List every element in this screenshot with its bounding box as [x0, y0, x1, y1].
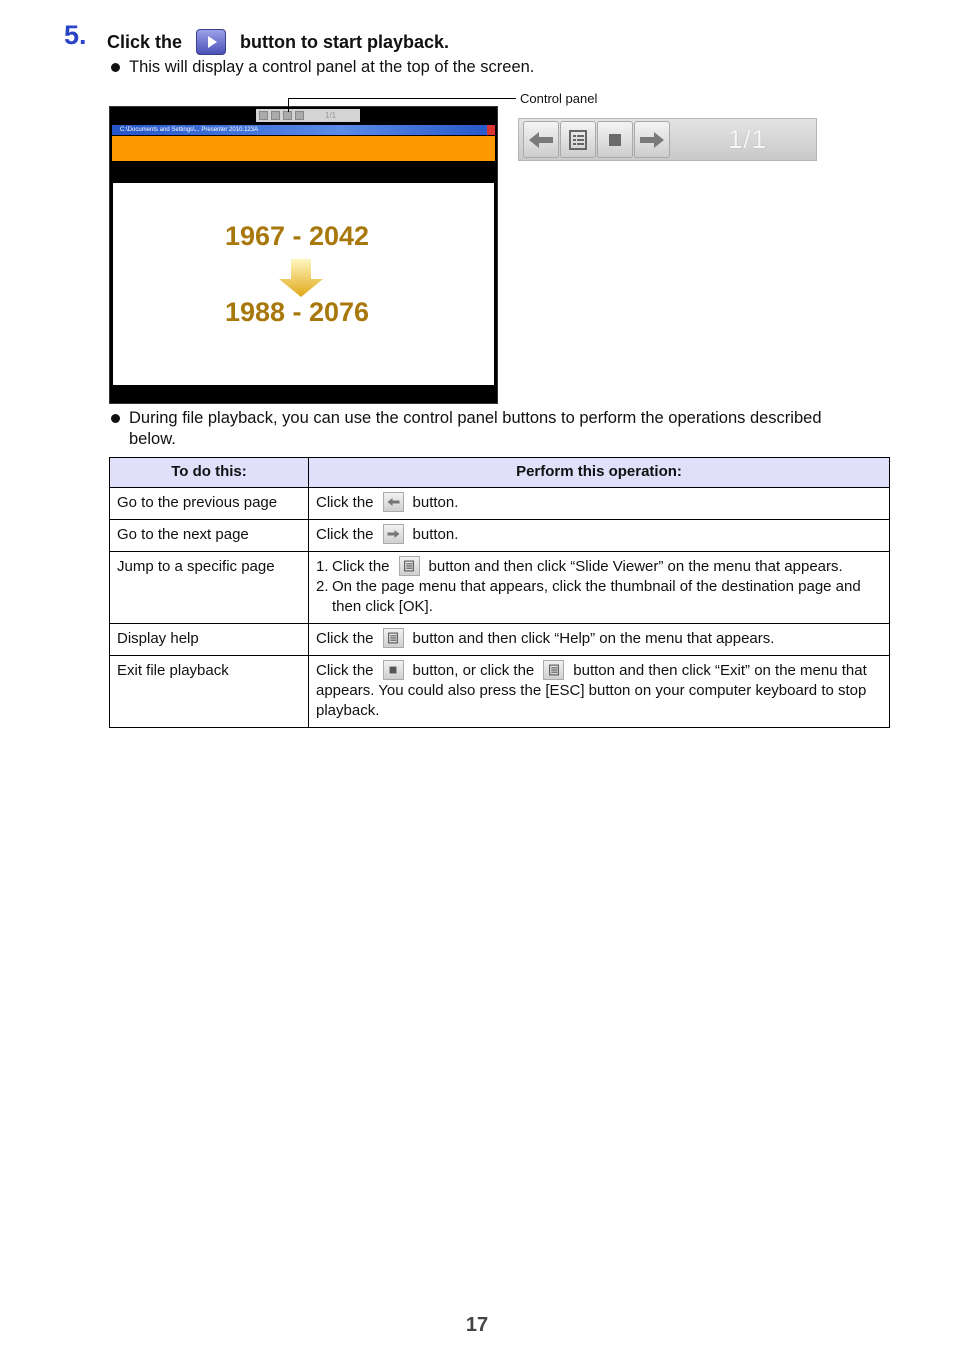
operation-cell [309, 520, 890, 552]
slide-content [113, 183, 494, 385]
step-item [316, 557, 882, 577]
mini-stop-icon [283, 111, 292, 120]
mini-menu-icon [271, 111, 280, 120]
menu-list-icon [560, 121, 596, 158]
step-heading [107, 29, 449, 55]
op-text: button and then click “Slide Viewer” on the menu that appears. [428, 558, 843, 575]
task-cell: Display help [110, 624, 309, 656]
menu-list-icon [543, 660, 564, 680]
table-row [110, 656, 890, 728]
mini-control-panel [256, 109, 360, 122]
page-indicator: 1/1 [728, 124, 768, 154]
operation-cell [309, 624, 890, 656]
back-arrow-icon [523, 121, 559, 158]
mini-back-icon [259, 111, 268, 120]
table-header: To do this: [110, 458, 309, 488]
task-cell: Jump to a specific page [110, 552, 309, 624]
op-text: On the page menu that appears, click the thumbnail of the destination page and then click [OK]. [332, 578, 861, 615]
step-heading-after: button to start playback. [240, 31, 450, 52]
step-number: 1. [316, 558, 329, 575]
op-text: button and then click “Exit” on the menu that appears. You could also press the [ESC] button on your computer keyboard to stop playback. [316, 662, 867, 719]
operations-table [109, 457, 890, 728]
stop-icon [597, 121, 633, 158]
op-text: button and then click “Help” on the menu that appears. [412, 630, 775, 647]
op-text: button. [412, 526, 459, 543]
stop-icon [383, 660, 404, 680]
step-heading-before: Click the [107, 31, 183, 52]
op-text: button, or click the [412, 662, 535, 679]
forward-arrow-icon [383, 524, 404, 544]
step-item [316, 577, 882, 617]
task-cell: Go to the previous page [110, 488, 309, 520]
steps-list [316, 557, 882, 617]
task-cell: Exit file playback [110, 656, 309, 728]
down-arrow-icon [279, 259, 323, 297]
operation-cell [309, 552, 890, 624]
op-text: Click the [316, 494, 374, 511]
table-header-row [110, 458, 890, 488]
table-header: Perform this operation: [309, 458, 890, 488]
slide-year-top: 1967 - 2042 [224, 221, 370, 251]
op-text: Click the [316, 526, 374, 543]
bullet-text: During file playback, you can use the control panel buttons to perform the operations described below. [129, 409, 822, 448]
close-icon [487, 125, 495, 135]
control-panel-label: Control panel [520, 91, 598, 106]
control-panel-enlarged [518, 118, 817, 161]
callout-line [288, 98, 516, 99]
step-number: 2. [316, 578, 329, 595]
window-title: C:\Documents and Settings\... Presenter 2010.123A [120, 127, 259, 133]
mini-page-indicator: 1/1 [325, 111, 337, 120]
orange-bar [112, 136, 495, 161]
task-cell: Go to the next page [110, 520, 309, 552]
callout-line-vertical [288, 98, 289, 112]
op-text: Click the [332, 558, 390, 575]
bullet-dot [111, 63, 120, 72]
table-row [110, 520, 890, 552]
bullet-dot [111, 414, 120, 423]
menu-list-icon [399, 556, 420, 576]
table-row [110, 488, 890, 520]
step-number: 5. [64, 20, 87, 50]
page-number: 17 [465, 1314, 489, 1336]
table-row [110, 552, 890, 624]
menu-list-icon [383, 628, 404, 648]
slide-year-bottom: 1988 - 2076 [224, 297, 370, 327]
window-titlebar [112, 125, 495, 135]
bullet-text: This will display a control panel at the top of the screen. [129, 58, 535, 76]
table-row [110, 624, 890, 656]
bullet-item [111, 57, 534, 78]
back-arrow-icon [383, 492, 404, 512]
play-icon [196, 29, 226, 55]
operation-cell [309, 488, 890, 520]
op-text: Click the [316, 662, 374, 679]
operation-cell [309, 656, 890, 728]
forward-arrow-icon [634, 121, 670, 158]
mini-forward-icon [295, 111, 304, 120]
op-text: button. [412, 494, 459, 511]
playback-screenshot [109, 106, 498, 404]
op-text: Click the [316, 630, 374, 647]
bullet-item [111, 408, 871, 450]
